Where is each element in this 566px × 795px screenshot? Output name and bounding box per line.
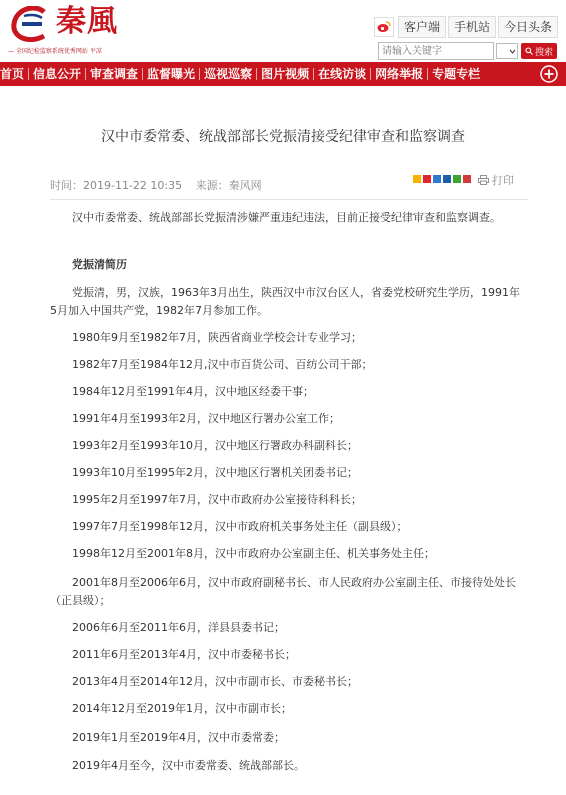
nav-divider (142, 68, 143, 80)
resume-item: 2014年12月至2019年1月，汉中市副市长； (72, 702, 292, 715)
resume-item: 1997年7月至1998年12月，汉中市政府机关事务处主任（副县级）； (72, 520, 408, 533)
search-input[interactable] (378, 42, 494, 60)
printer-icon (478, 175, 489, 185)
search-bar (378, 42, 557, 60)
search-icon (525, 47, 533, 55)
site-slogan: — 全国纪检监察系统优秀网站 平凉 (8, 48, 102, 55)
nav-review-investigation[interactable]: 审查调查 (90, 67, 139, 81)
resume-item: 2013年4月至2014年12月，汉中市副市长、市委秘书长； (72, 675, 358, 688)
share-tencent-icon[interactable] (433, 175, 441, 183)
site-header (0, 0, 566, 62)
nav-online-interview[interactable]: 在线访谈 (318, 67, 367, 81)
resume-item: 1991年4月至1993年2月，汉中地区行署办公室工作； (72, 412, 340, 425)
share-renren-icon[interactable] (443, 175, 451, 183)
search-scope-select[interactable] (496, 43, 518, 59)
client-app-link[interactable]: 客户端 (398, 16, 446, 38)
nav-divider (85, 68, 86, 80)
resume-item: 1984年12月至1991年4月，汉中地区经委干事； (72, 385, 314, 398)
nav-online-report[interactable]: 网络举报 (375, 67, 424, 81)
nav-divider (28, 68, 29, 80)
resume-item: 1998年12月至2001年8月，汉中市政府办公室副主任、机关事务处主任； (72, 547, 435, 560)
mobile-site-link[interactable]: 手机站 (448, 16, 496, 38)
share-weibo-icon[interactable] (423, 175, 431, 183)
logo-text: 秦風 (56, 4, 118, 39)
nav-divider (256, 68, 257, 80)
resume-item: 1993年10月至1995年2月，汉中地区行署机关团委书记； (72, 466, 358, 479)
print-button[interactable]: 打印 (478, 172, 514, 188)
nav-info-disclosure[interactable]: 信息公开 (33, 67, 82, 81)
publish-time: 时间：2019-11-22 10:35 (50, 179, 183, 192)
resume-item: 2001年8月至2006年6月，汉中市政府副秘书长、市人民政府办公室副主任、市接待处处长（正县级）； (50, 576, 516, 607)
nav-inspection[interactable]: 巡视巡察 (204, 67, 253, 81)
top-links (374, 16, 558, 38)
nav-divider (313, 68, 314, 80)
nav-supervision-exposure[interactable]: 监督曝光 (147, 67, 196, 81)
plus-circle-icon[interactable] (540, 65, 558, 83)
nav-divider (370, 68, 371, 80)
logo-mark-icon (10, 6, 50, 42)
bio-paragraph: 党振清，男，汉族，1963年3月出生，陕西汉中市汉台区人，省委党校研究生学历，1991年5月加入中国共产党，1982年7月参加工作。 (50, 286, 520, 317)
site-logo[interactable] (8, 2, 158, 60)
intro-paragraph: 汉中市委常委、统战部部长党振清涉嫌严重违纪违法，目前正接受纪律审查和监察调查。 (72, 211, 501, 224)
nav-divider (199, 68, 200, 80)
share-buttons (413, 175, 473, 183)
resume-item: 1980年9月至1982年7月，陕西省商业学校会计专业学习； (72, 331, 362, 344)
resume-item: 1993年2月至1993年10月，汉中地区行署政办科副科长； (72, 439, 358, 452)
nav-divider (427, 68, 428, 80)
resume-item: 2011年6月至2013年4月，汉中市委秘书长； (72, 648, 296, 661)
resume-item: 2019年4月至今，汉中市委常委、统战部部长。 (72, 759, 305, 772)
share-more-icon[interactable] (463, 175, 471, 183)
main-nav (0, 62, 566, 86)
resume-item: 1982年7月至1984年12月,汉中市百货公司、百纺公司干部； (72, 358, 373, 371)
nav-special-topics[interactable]: 专题专栏 (432, 67, 481, 81)
weibo-icon[interactable] (374, 17, 394, 37)
search-button[interactable]: 搜索 (521, 43, 557, 59)
article-title: 汉中市委常委、统战部部长党振清接受纪律审查和监察调查 (101, 129, 465, 145)
resume-item: 2019年1月至2019年4月，汉中市委常委； (72, 731, 285, 744)
nav-home[interactable]: 首页 (0, 67, 25, 81)
share-wechat-icon[interactable] (453, 175, 461, 183)
resume-item: 2006年6月至2011年6月，洋县县委书记； (72, 621, 285, 634)
resume-heading: 党振清简历 (72, 258, 127, 271)
share-qzone-icon[interactable] (413, 175, 421, 183)
article-source: 来源：秦风网 (195, 179, 262, 192)
divider (50, 199, 528, 200)
article-meta (50, 177, 272, 193)
resume-item: 1995年2月至1997年7月，汉中市政府办公室接待科科长； (72, 493, 362, 506)
toutiao-link[interactable]: 今日头条 (498, 16, 558, 38)
nav-photo-video[interactable]: 图片视频 (261, 67, 310, 81)
chevron-down-icon (509, 48, 516, 55)
